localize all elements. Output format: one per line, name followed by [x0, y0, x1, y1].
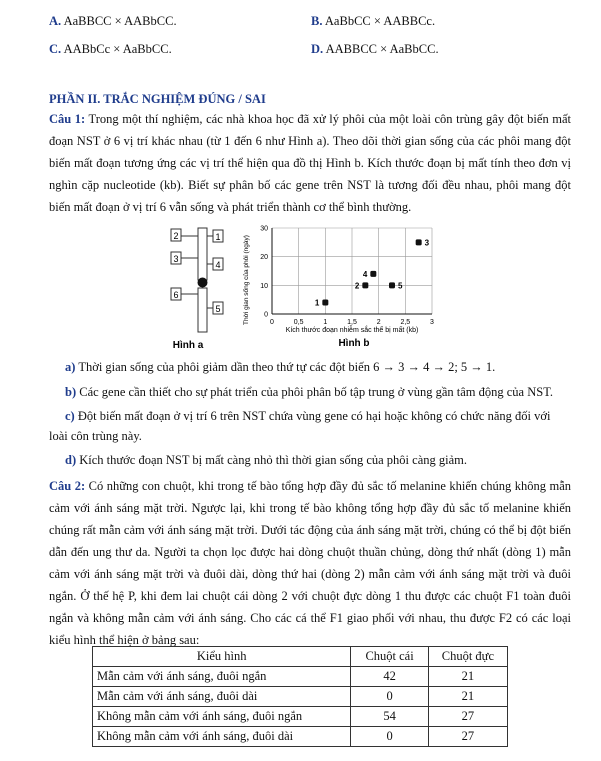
- data-point-4: [370, 271, 376, 277]
- option-text: AABbCc × AaBbCC.: [63, 42, 172, 56]
- data-point-label: 3: [424, 238, 430, 248]
- statement-letter: d): [65, 453, 77, 467]
- option-a[interactable]: [49, 14, 177, 29]
- chart-caption: Hình b: [338, 338, 370, 349]
- table-header: Chuột cái: [351, 647, 428, 667]
- q1-line: mất đoạn NST ở 6 vị trí khác nhau (từ 1 đến 6 như Hình a). Theo dõi thời gian sống của các phôi: [49, 112, 572, 148]
- chart-points: [315, 238, 430, 307]
- table-cell: 0: [351, 687, 428, 707]
- figure-b-chart: [236, 222, 448, 354]
- data-point-label: 2: [354, 281, 360, 291]
- table-cell: 27: [428, 707, 507, 727]
- position-label-2: 2: [173, 231, 179, 241]
- q2-line: Có những con chuột, khi trong tế bào tổng hợp đầy đủ sắc tố melanine khiến chúng không: [85, 479, 546, 493]
- data-point-label: 5: [398, 281, 403, 291]
- table-cell: 27: [428, 727, 507, 747]
- option-letter: A.: [49, 14, 62, 28]
- option-letter: D.: [311, 42, 324, 56]
- q2-line: chuột F1 toàn đuôi ngắn và không mẫn cảm với ánh sáng. Cho các cá thể F1 giao phối với nhau, thu: [49, 589, 572, 625]
- statement-a: [49, 357, 571, 377]
- table-cell: 21: [428, 667, 507, 687]
- table-row: [93, 707, 508, 727]
- y-tick-label: 10: [260, 282, 268, 290]
- data-point-2: [362, 282, 368, 288]
- table-cell: 42: [351, 667, 428, 687]
- statement-letter: c): [65, 409, 75, 423]
- y-tick-label: 20: [260, 254, 268, 262]
- position-label-3: 3: [173, 254, 179, 264]
- data-point-1: [322, 300, 328, 306]
- chart-y-axis-label: Thời gian sống của phôi (ngày): [243, 235, 250, 325]
- figure-a-chromosome: [166, 224, 246, 354]
- y-tick-label: 30: [260, 225, 268, 233]
- question-label: Câu 1:: [49, 112, 86, 126]
- chromosome-lower-arm: [198, 288, 207, 332]
- q2-line: bị đột biến dẫn đến ung thư da. Người ta chọn lọc được hai dòng chuột thuần chủng, dòng thứ nhất: [49, 523, 572, 559]
- centromere: [198, 278, 208, 288]
- q1-line: mang đột biến mất đoạn tương ứng các vị trí thể hiện qua đồ thị Hình b. Kích thước đoạn bị mất tính: [49, 134, 571, 170]
- x-tick-label: 0,5: [293, 319, 304, 326]
- x-tick-label: 0: [270, 319, 274, 326]
- table-row: [93, 667, 508, 687]
- chart-ticks: [260, 226, 434, 327]
- statement-text: Kích thước đoạn NST bị mất càng nhỏ thì thời gian sống của phôi càng giảm.: [76, 453, 468, 467]
- option-b[interactable]: [311, 14, 435, 29]
- chart-x-axis-label: Kích thước đoạn nhiễm sắc thể bị mất (kb): [285, 327, 419, 334]
- table-header: Chuột đực: [428, 647, 507, 667]
- table-cell: 21: [428, 687, 507, 707]
- table-cell: Mẫn cảm với ánh sáng, đuôi ngắn: [93, 667, 351, 687]
- option-d[interactable]: [311, 42, 439, 57]
- statement-text: Các gene cần thiết cho sự phát triển của phôi phân bố tập trung ở vùng gần tâm động của NST.: [76, 385, 554, 399]
- q2-line: được F2 có các loại kiểu hình thể hiện ở bảng sau:: [49, 611, 571, 647]
- y-tick-label: 0: [264, 311, 268, 319]
- position-label-6: 6: [173, 290, 179, 300]
- table-cell: Không mẫn cảm với ánh sáng, đuôi dài: [93, 727, 351, 747]
- data-point-5: [389, 282, 395, 288]
- position-label-1: 1: [215, 232, 221, 242]
- question-2-text: [49, 475, 571, 651]
- figure-a-caption: Hình a: [172, 340, 204, 351]
- statement-text: Đột biến mất đoạn ở vị trí 6 trên NST chứa vùng gene có hại hoặc không có chức năng đối với loài côn trùng này.: [49, 409, 551, 443]
- table-cell: 54: [351, 707, 428, 727]
- option-text: AaBBCC × AABbCC.: [63, 14, 177, 28]
- chromosome-upper-arm: [198, 228, 207, 280]
- q1-line: theo đơn vị nghìn cặp nucleotide (kb). Biết sự phân bố các gene trên NST là tương đối đều nhau,: [49, 156, 572, 192]
- q2-line: mặt trời và đuôi ngắn. Ở thế hệ P, khi đem lai chuột cái dòng 2 với chuột đực dòng 1 thu được các: [49, 567, 571, 603]
- table-header: Kiểu hình: [93, 647, 351, 667]
- statement-text: Thời gian sống của phôi giảm dần theo thứ tự các đột biến 6 → 3 → 4 → 2; 5 → 1.: [75, 360, 496, 374]
- x-tick-label: 3: [430, 319, 434, 326]
- q1-line: phôi mang đột biến mất đoạn ở vị trí 6 vẫn sống và phát triển thành cơ thể bình thường.: [49, 178, 572, 214]
- option-c[interactable]: [49, 42, 172, 57]
- statement-letter: a): [65, 360, 76, 374]
- x-tick-label: 2: [376, 319, 381, 326]
- statement-d: [49, 450, 571, 470]
- table-cell: 0: [351, 727, 428, 747]
- table-cell: Mẫn cảm với ánh sáng, đuôi dài: [93, 687, 351, 707]
- statement-b: [49, 382, 571, 402]
- option-text: AaBbCC × AABBCc.: [324, 14, 436, 28]
- option-text: AABBCC × AaBbCC.: [325, 42, 439, 56]
- position-label-4: 4: [215, 260, 221, 270]
- position-label-5: 5: [215, 304, 221, 314]
- data-point-3: [416, 239, 422, 245]
- chart-grid: [272, 228, 432, 314]
- q1-line: Trong một thí nghiệm, các nhà khoa học đã xử lý phôi của một loài côn trùng gây đột biến: [85, 112, 549, 126]
- option-letter: C.: [49, 42, 62, 56]
- option-letter: B.: [311, 14, 323, 28]
- statement-c: [49, 406, 571, 446]
- phenotype-table: [92, 646, 508, 747]
- table-row: [93, 727, 508, 747]
- x-tick-label: 1,5: [347, 319, 357, 326]
- q2-line: mẫn cảm với ánh sáng mặt trời. Ngược lại, khi trong tế bào không tổng hợp đầy đủ sắc tố melanine: [49, 479, 571, 515]
- x-tick-label: 2,5: [400, 319, 411, 326]
- table-cell: Không mẫn cảm với ánh sáng, đuôi ngắn: [93, 707, 351, 727]
- x-tick-label: 1: [323, 319, 328, 326]
- question-label: Câu 2:: [49, 479, 86, 493]
- table-row: [93, 687, 508, 707]
- section-title: PHẦN II. TRẮC NGHIỆM ĐÚNG / SAI: [49, 92, 266, 106]
- statement-letter: b): [65, 385, 77, 399]
- question-1-text: [49, 108, 571, 218]
- data-point-label: 4: [362, 269, 368, 279]
- table-header-row: [93, 647, 508, 667]
- q2-line: khiến chúng rất mẫn cảm với ánh sáng mặt trời. Dưới tác động của ánh sáng mặt trời, chúng có thể: [49, 501, 571, 537]
- q2-line: (dòng 1) mẫn cảm với ánh sáng mặt trời và đuôi dài, dòng thứ hai (dòng 2) mẫn cảm với ánh sáng: [49, 545, 571, 581]
- data-point-label: 1: [314, 298, 320, 308]
